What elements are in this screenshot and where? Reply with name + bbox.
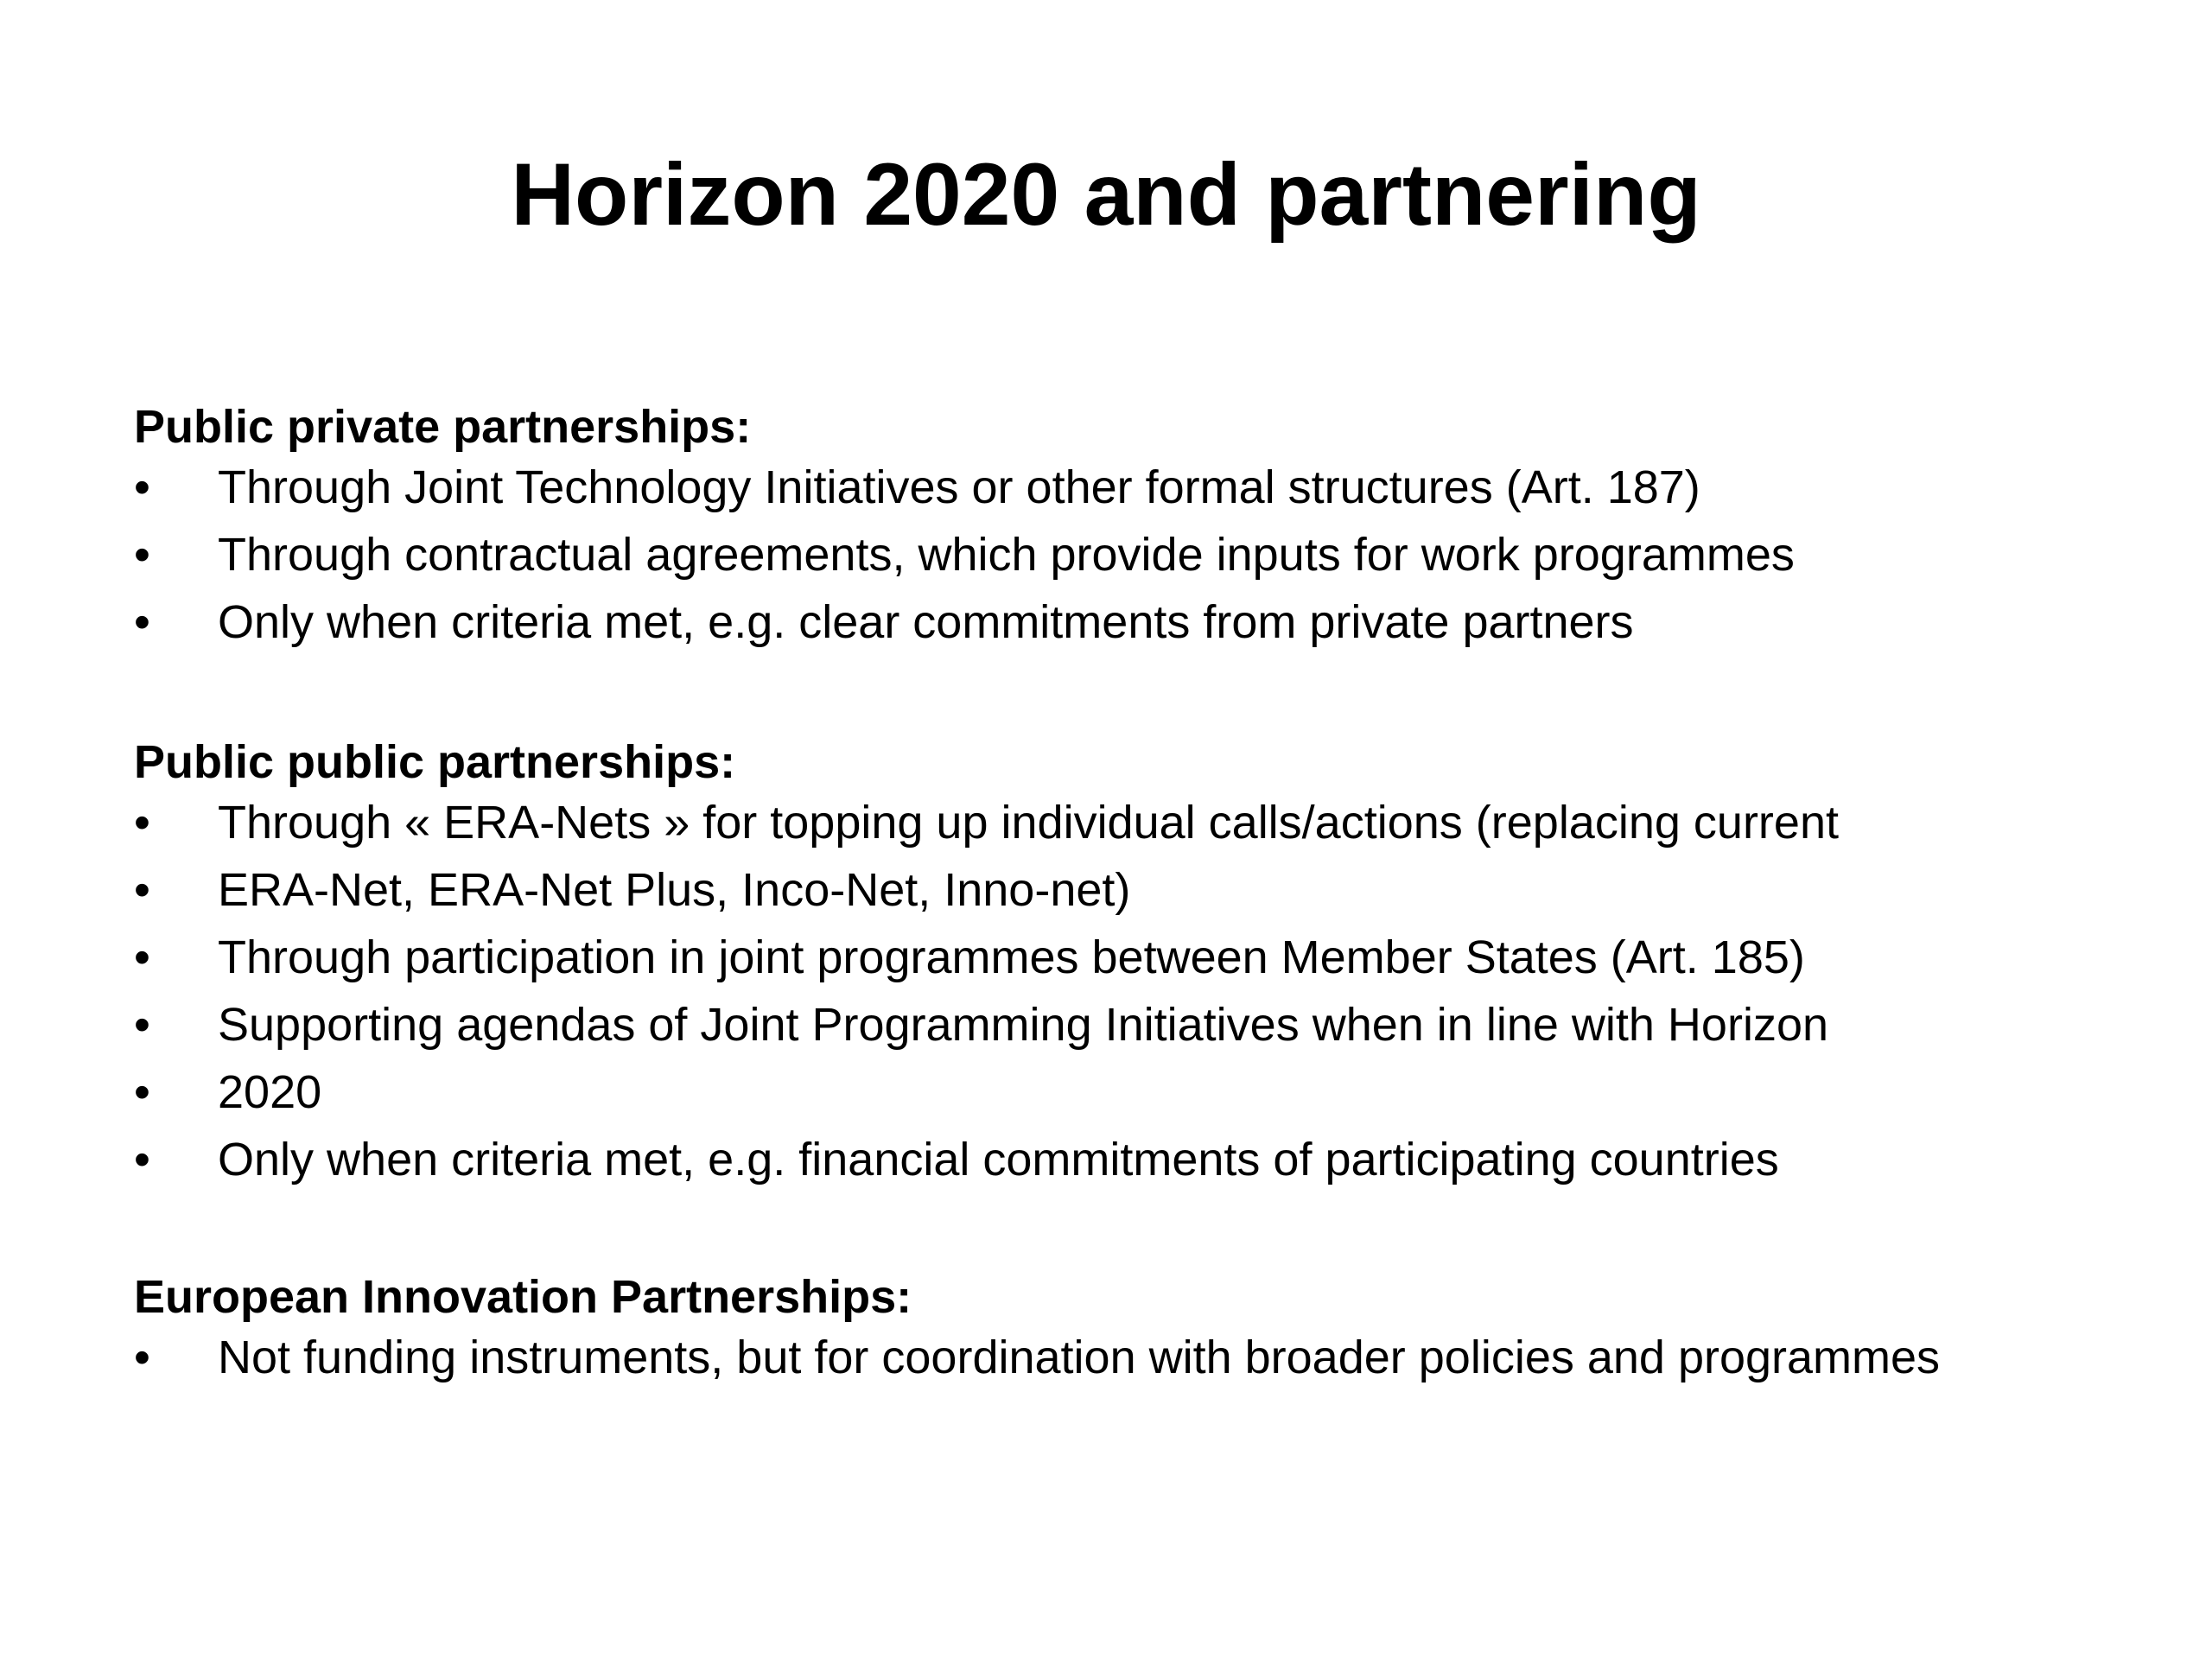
bullet-icon: • — [134, 864, 150, 916]
bullet-text: Not funding instruments, but for coordination with broader policies and programmes — [218, 1332, 1941, 1383]
section-european-innovation-partnerships — [134, 1263, 2078, 1398]
section-heading: Public public partnerships: — [134, 736, 736, 788]
bullet-text: Through Joint Technology Initiatives or other formal structures (Art. 187) — [218, 461, 1700, 513]
bullet-text: Through contractual agreements, which provide inputs for work programmes — [218, 529, 1795, 581]
bullet-text: Only when criteria met, e.g. financial commitments of participating countries — [218, 1134, 1779, 1185]
bullet-icon: • — [134, 461, 150, 513]
bullet-list — [134, 796, 2078, 1186]
bullet-icon: • — [134, 999, 150, 1051]
bullet-icon: • — [134, 1332, 150, 1383]
bullet-item — [134, 863, 2078, 917]
section-heading: Public private partnerships: — [134, 401, 752, 453]
section-public-public-partnerships — [134, 728, 2078, 1200]
bullet-item — [134, 1133, 2078, 1186]
bullet-item — [134, 998, 2078, 1052]
bullet-icon: • — [134, 1134, 150, 1185]
bullet-text: Only when criteria met, e.g. clear commitments from private partners — [218, 596, 1634, 648]
section-heading: European Innovation Partnerships: — [134, 1271, 912, 1323]
bullet-item — [134, 595, 2078, 649]
bullet-item — [134, 1065, 2078, 1119]
bullet-icon: • — [134, 596, 150, 648]
slide-title: Horizon 2020 and partnering — [511, 145, 1701, 244]
bullet-item — [134, 796, 2078, 849]
bullet-list — [134, 461, 2078, 649]
bullet-text: Through participation in joint programmes between Member States (Art. 185) — [218, 931, 1805, 983]
bullet-list — [134, 1331, 2078, 1384]
bullet-item — [134, 528, 2078, 582]
bullet-text: 2020 — [218, 1066, 322, 1118]
bullet-icon: • — [134, 797, 150, 849]
bullet-text: Through « ERA-Nets » for topping up individual calls/actions (replacing current — [218, 797, 1839, 849]
bullet-icon: • — [134, 1066, 150, 1118]
bullet-text: ERA-Net, ERA-Net Plus, Inco-Net, Inno-net) — [218, 864, 1131, 916]
bullet-item — [134, 931, 2078, 984]
section-public-private-partnerships — [134, 393, 2078, 663]
bullet-icon: • — [134, 931, 150, 983]
bullet-icon: • — [134, 529, 150, 581]
bullet-item — [134, 461, 2078, 514]
bullet-item — [134, 1331, 1998, 1384]
bullet-text: Supporting agendas of Joint Programming Initiatives when in line with Horizon — [218, 999, 1829, 1051]
